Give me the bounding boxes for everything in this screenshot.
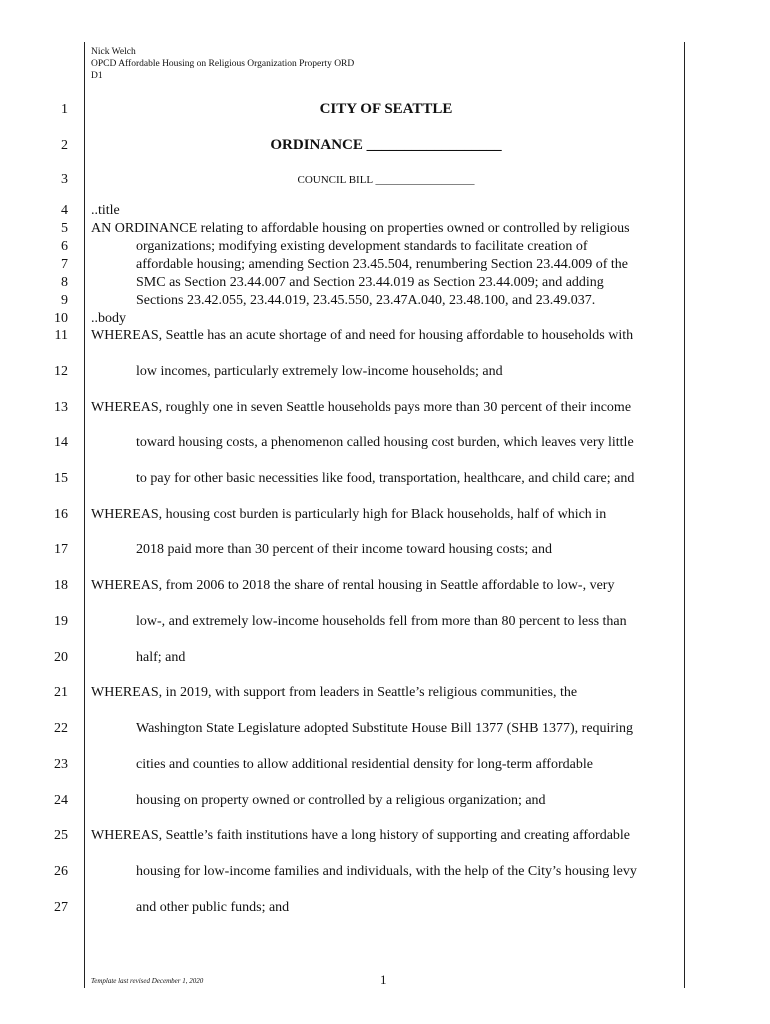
recital-line: half; and xyxy=(136,650,186,665)
recital-line: and other public funds; and xyxy=(136,900,290,915)
body-marker: ..body xyxy=(91,311,126,326)
line-number: 22 xyxy=(54,721,68,736)
right-margin-rule xyxy=(684,42,685,988)
city-heading: CITY OF SEATTLE xyxy=(319,101,453,117)
line-number: 8 xyxy=(61,275,68,290)
recital-line: housing on property owned or controlled by a religious organization; and xyxy=(136,793,546,808)
line-number: 3 xyxy=(61,172,68,187)
council-bill-line: COUNCIL BILL __________________ xyxy=(297,174,475,186)
line-number: 11 xyxy=(54,328,68,343)
line-number: 19 xyxy=(54,614,68,629)
recital-line: low-, and extremely low-income households fell from more than 80 percent to less than xyxy=(136,614,627,629)
line-number: 20 xyxy=(54,650,68,665)
line-number: 15 xyxy=(54,471,68,486)
header-draft: D1 xyxy=(91,71,103,81)
recital-line: housing for low-income families and individuals, with the help of the City’s housing levy xyxy=(136,864,637,879)
recital-line: toward housing costs, a phenomenon called housing cost burden, which leaves very little xyxy=(136,435,634,450)
line-number: 7 xyxy=(61,257,68,272)
ordinance-title-line: Sections 23.42.055, 23.44.019, 23.45.550, 23.47A.040, 23.48.100, and 23.49.037. xyxy=(136,293,596,308)
line-number: 26 xyxy=(54,864,68,879)
recital-line: cities and counties to allow additional residential density for long-term affordable xyxy=(136,757,593,772)
ordinance-title-line: organizations; modifying existing development standards to facilitate creation of xyxy=(136,239,588,254)
recital-line: low incomes, particularly extremely low-income households; and xyxy=(136,364,503,379)
ordinance-title-line: SMC as Section 23.44.007 and Section 23.44.019 as Section 23.44.009; and adding xyxy=(136,275,604,290)
recital-line: WHEREAS, housing cost burden is particularly high for Black households, half of which in xyxy=(91,507,607,522)
line-number: 1 xyxy=(61,102,68,117)
recital-line: WHEREAS, roughly one in seven Seattle households pays more than 30 percent of their income xyxy=(91,400,632,415)
recital-line: 2018 paid more than 30 percent of their income toward housing costs; and xyxy=(136,542,553,557)
line-number: 24 xyxy=(54,793,68,808)
line-number: 4 xyxy=(61,203,68,218)
recital-line: to pay for other basic necessities like food, transportation, healthcare, and child care; and xyxy=(136,471,635,486)
line-number: 6 xyxy=(61,239,68,254)
line-number: 25 xyxy=(54,828,68,843)
header-author: Nick Welch xyxy=(91,47,136,57)
left-margin-rule xyxy=(84,42,85,988)
document-header xyxy=(91,46,354,82)
line-number: 16 xyxy=(54,507,68,522)
line-number: 21 xyxy=(54,685,68,700)
recital-line: Washington State Legislature adopted Substitute House Bill 1377 (SHB 1377), requiring xyxy=(136,721,633,736)
line-number: 23 xyxy=(54,757,68,772)
ordinance-title-line: affordable housing; amending Section 23.45.504, renumbering Section 23.44.009 of the xyxy=(136,257,628,272)
line-number: 9 xyxy=(61,293,68,308)
line-number: 17 xyxy=(54,542,68,557)
recital-line: WHEREAS, from 2006 to 2018 the share of rental housing in Seattle affordable to low-, very xyxy=(91,578,615,593)
line-number: 18 xyxy=(54,578,68,593)
ordinance-title-line: AN ORDINANCE relating to affordable housing on properties owned or controlled by religious xyxy=(91,221,630,236)
ordinance-heading: ORDINANCE __________________ xyxy=(270,137,502,153)
recital-line: WHEREAS, Seattle’s faith institutions have a long history of supporting and creating affordable xyxy=(91,828,631,843)
page-number: 1 xyxy=(380,972,387,987)
template-revision-note: Template last revised December 1, 2020 xyxy=(91,977,204,985)
recital-line: WHEREAS, in 2019, with support from leaders in Seattle’s religious communities, the xyxy=(91,685,578,700)
line-number: 2 xyxy=(61,138,68,153)
line-number: 10 xyxy=(54,311,68,326)
title-marker: ..title xyxy=(91,203,120,218)
line-number: 27 xyxy=(54,900,68,915)
line-number: 12 xyxy=(54,364,68,379)
recital-line: WHEREAS, Seattle has an acute shortage of and need for housing affordable to households with xyxy=(91,328,634,343)
line-number: 14 xyxy=(54,435,68,450)
line-number: 13 xyxy=(54,400,68,415)
header-document-name: OPCD Affordable Housing on Religious Organization Property ORD xyxy=(91,59,355,69)
line-number: 5 xyxy=(61,221,68,236)
